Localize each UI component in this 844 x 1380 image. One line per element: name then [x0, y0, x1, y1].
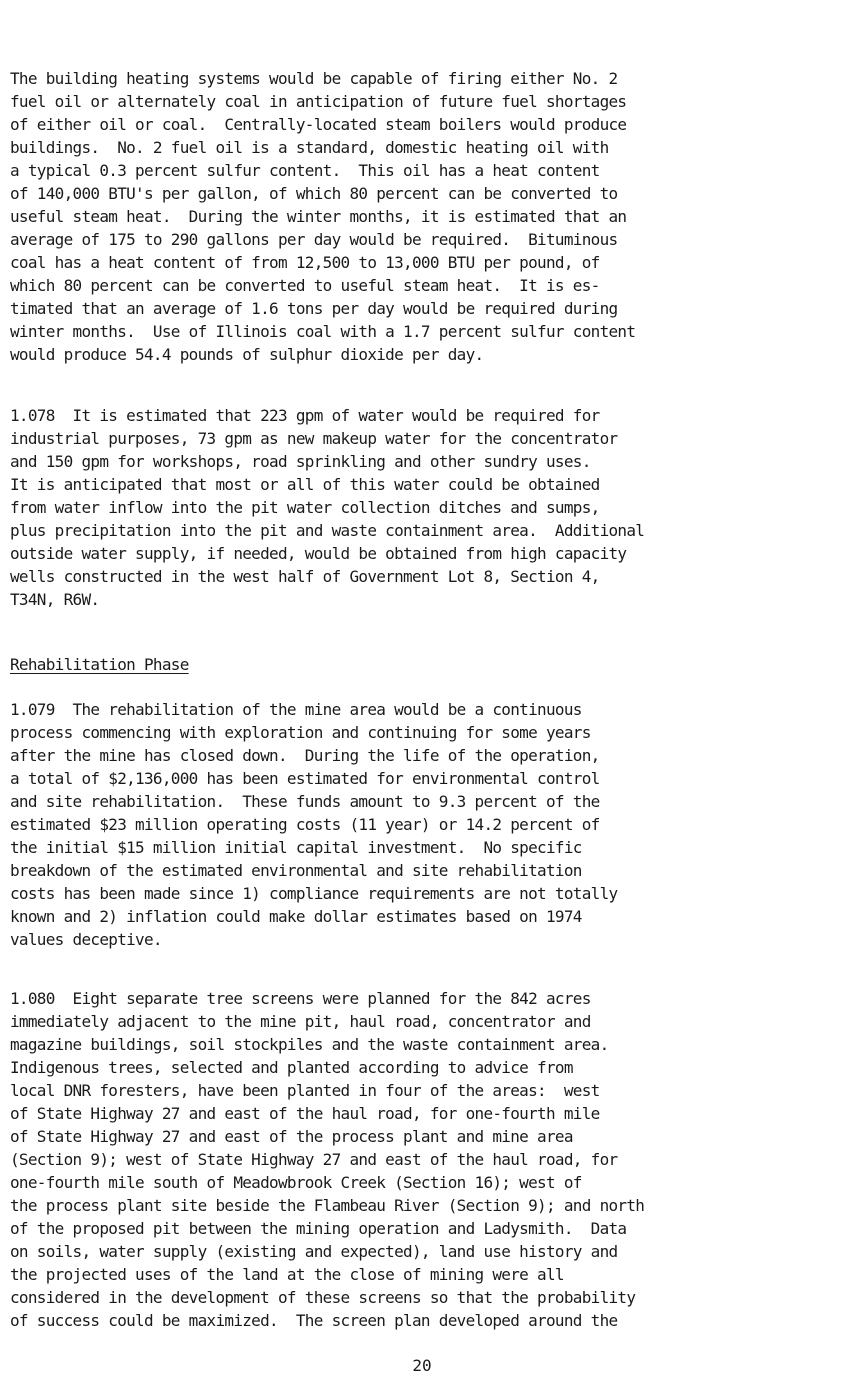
text-line: wells constructed in the west half of Government Lot 8, Section 4,	[10, 567, 600, 586]
text-line: of either oil or coal. Centrally-located steam boilers would produce	[10, 115, 627, 134]
text-line: would produce 54.4 pounds of sulphur dioxide per day.	[10, 345, 484, 364]
text-line: one-fourth mile south of Meadowbrook Creek (Section 16); west of	[10, 1173, 582, 1192]
paragraph-1079	[10, 698, 840, 951]
text-line: values deceptive.	[10, 930, 162, 949]
text-line: plus precipitation into the pit and waste containment area. Additional	[10, 521, 645, 540]
text-line: useful steam heat. During the winter months, it is estimated that an	[10, 207, 627, 226]
text-line: coal has a heat content of from 12,500 to 13,000 BTU per pound, of	[10, 253, 600, 272]
text-line: T34N, R6W.	[10, 590, 100, 609]
text-line: immediately adjacent to the mine pit, haul road, concentrator and	[10, 1012, 591, 1031]
text-line: process commencing with exploration and continuing for some years	[10, 723, 591, 742]
text-line: Indigenous trees, selected and planted according to advice from	[10, 1058, 573, 1077]
text-line: of 140,000 BTU's per gallon, of which 80 percent can be converted to	[10, 184, 618, 203]
text-line: fuel oil or alternately coal in anticipation of future fuel shortages	[10, 92, 627, 111]
text-line: of State Highway 27 and east of the process plant and mine area	[10, 1127, 573, 1146]
text-line: a total of $2,136,000 has been estimated for environmental control	[10, 769, 600, 788]
text-line: of success could be maximized. The screen plan developed around the	[10, 1311, 618, 1330]
text-line: the process plant site beside the Flambeau River (Section 9); and north	[10, 1196, 645, 1215]
text-line: outside water supply, if needed, would be obtained from high capacity	[10, 544, 627, 563]
text-line: a typical 0.3 percent sulfur content. This oil has a heat content	[10, 161, 600, 180]
text-line: 1.078 It is estimated that 223 gpm of water would be required for	[10, 406, 600, 425]
paragraph-heating-systems	[10, 67, 840, 366]
text-line: which 80 percent can be converted to useful steam heat. It is es-	[10, 276, 600, 295]
text-line: of State Highway 27 and east of the haul road, for one-fourth mile	[10, 1104, 600, 1123]
text-line: estimated $23 million operating costs (11 year) or 14.2 percent of	[10, 815, 600, 834]
text-line: 1.080 Eight separate tree screens were planned for the 842 acres	[10, 989, 591, 1008]
text-line: industrial purposes, 73 gpm as new makeup water for the concentrator	[10, 429, 618, 448]
text-line: known and 2) inflation could make dollar estimates based on 1974	[10, 907, 582, 926]
text-line: It is anticipated that most or all of this water could be obtained	[10, 475, 600, 494]
text-line: of the proposed pit between the mining operation and Ladysmith. Data	[10, 1219, 627, 1238]
text-line: buildings. No. 2 fuel oil is a standard, domestic heating oil with	[10, 138, 609, 157]
text-line: the projected uses of the land at the close of mining were all	[10, 1265, 564, 1284]
text-line: average of 175 to 290 gallons per day would be required. Bituminous	[10, 230, 618, 249]
text-line: breakdown of the estimated environmental and site rehabilitation	[10, 861, 582, 880]
text-line: local DNR foresters, have been planted in four of the areas: west	[10, 1081, 600, 1100]
paragraph-1078	[10, 404, 840, 611]
text-line: the initial $15 million initial capital investment. No specific	[10, 838, 582, 857]
text-line: from water inflow into the pit water collection ditches and sumps,	[10, 498, 600, 517]
text-line: on soils, water supply (existing and expected), land use history and	[10, 1242, 618, 1261]
section-heading: Rehabilitation Phase	[10, 655, 189, 674]
text-line: and site rehabilitation. These funds amount to 9.3 percent of the	[10, 792, 600, 811]
text-line: timated that an average of 1.6 tons per day would be required during	[10, 299, 618, 318]
text-line: (Section 9); west of State Highway 27 and east of the haul road, for	[10, 1150, 618, 1169]
text-line: considered in the development of these screens so that the probability	[10, 1288, 636, 1307]
page-number: 20	[412, 1356, 432, 1375]
text-line: 1.079 The rehabilitation of the mine area would be a continuous	[10, 700, 582, 719]
text-line: costs has been made since 1) compliance requirements are not totally	[10, 884, 618, 903]
text-line: after the mine has closed down. During the life of the operation,	[10, 746, 600, 765]
text-line: and 150 gpm for workshops, road sprinkling and other sundry uses.	[10, 452, 591, 471]
paragraph-1080	[10, 987, 840, 1332]
text-line: The building heating systems would be capable of firing either No. 2	[10, 69, 618, 88]
text-line: winter months. Use of Illinois coal with a 1.7 percent sulfur content	[10, 322, 636, 341]
text-line: magazine buildings, soil stockpiles and the waste containment area.	[10, 1035, 609, 1054]
